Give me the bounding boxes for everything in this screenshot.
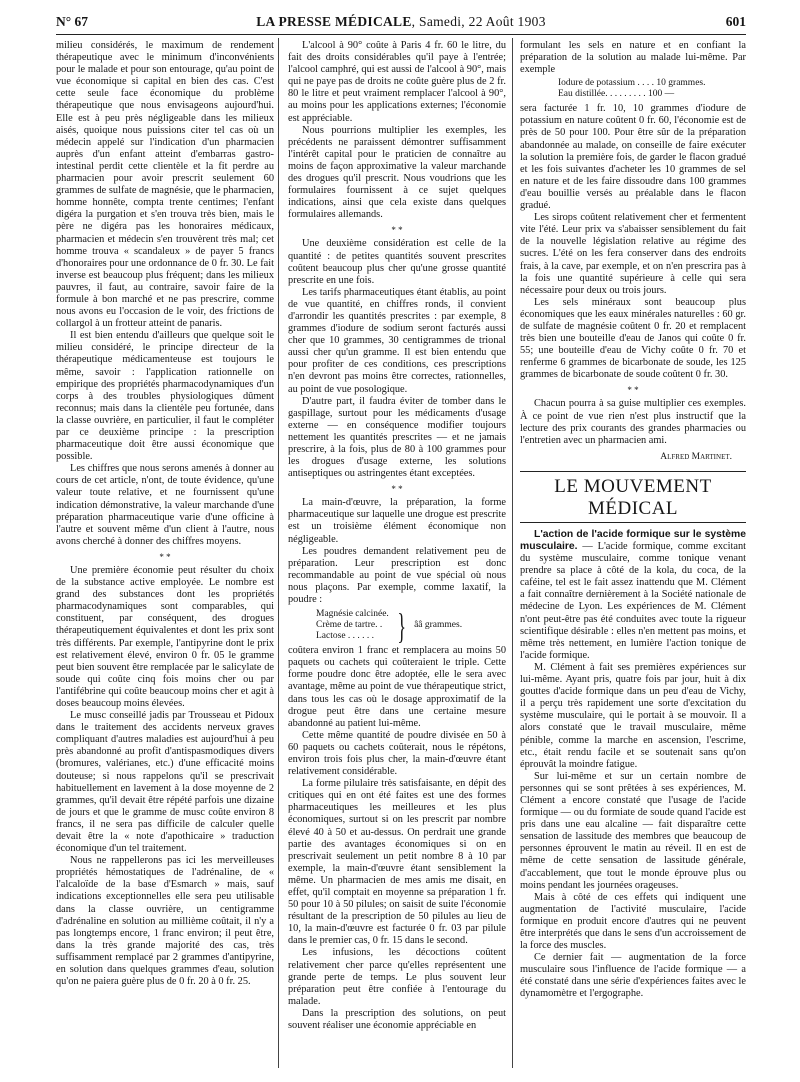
paragraph: Une deuxième considération est celle de la quantité : de petites quantités souvent prescrites coûtent beaucoup plus cher qu'une grosse quantité prescrite en une fois.: [288, 238, 506, 286]
column-divider-1: [278, 38, 279, 1068]
section-separator: * *: [159, 551, 171, 562]
paragraph: Chacun pourra à sa guise multiplier ces exemples. À ce point de vue rien n'est plus instructif que la lecture des prix courants des grandes pharmacies ou l'entretien avec un pharmacien ami.: [520, 398, 746, 446]
paragraph: milieu considérés, le maximum de rendement thérapeutique avec le minimum d'inconvénients pour le malade et pour son entourage, qu'au point de vue économique si capital en bien des cas. C'est cette seule face économique du problème thérapeutique que nous envisageons aujourd'hui. Elle est à peu près négligeable dans les milieux aisés, quoique nous puissions citer tel cas où un médecin appelé sur l'indication d'un pharmacien auprès d'un enfant atteint d'embarras gastro-intestinal perdit cette clientèle et la fit perdre au pharmacien pour avoir prescrit seulement 60 grammes de sulfate de magnésie, que le pharmacien, homme honnête, compta trente centimes; l'enfant digéra la purgation et s'en trouva très bien, mais le père ne digéra pas les honoraires médicaux, pharmacien et médecin s'en trouvèrent très mal; cet homme trouva « scandaleux » de payer 5 francs d'honoraires pour une ordonnance de 0 fr. 30. Le fait inverse est beaucoup plus fréquent; dans les milieux pauvres, il faut, au contraire, savoir faire de la formule à bon marché et ne pas prescrire, comme nous avons eu l'occasion de le voir, des frictions de collargol à un frotteur atteint de panaris.: [56, 40, 274, 330]
author-signature: Alfred Martinet.: [660, 451, 732, 462]
formula-item: Magnésie calcinée.: [316, 609, 389, 620]
formula-brace: }: [397, 605, 406, 646]
paragraph: La main-d'œuvre, la préparation, la forme pharmaceutique sur laquelle une drogue est prescrite est un troisième élément économique non négligeable.: [288, 497, 506, 545]
paragraph: Les sels minéraux sont beaucoup plus économiques que les eaux minérales naturelles : 60 gr. de sulfate de magnésie coûtent 0 fr. 20 et remplacent très bien une bouteille d'eau de Janos qui coûte 0 fr. 55; une bouteille d'eau de Vichy coûte 0 fr. 70 et renferme 6 grammes de bicarbonate de soude, les 125 grammes de bicarbonate de soude coûtent 0 fr. 30.: [520, 296, 746, 381]
column-1: [56, 40, 274, 1068]
recipe-line: Iodure de potassium . . . . 10 grammes.: [558, 78, 706, 89]
running-header: [56, 12, 746, 32]
section-separator: * *: [391, 225, 403, 236]
header-rule: [56, 34, 746, 35]
paragraph: coûtera environ 1 franc et remplacera au moins 50 paquets ou cachets qui coûteraient le triple. Cette forme poudre donc être adoptée, elle le sera avec avantage, même au point de vue thérapeutique strict, dans tous les cas où le dosage approximatif de la drogue peut être dans une certaine mesure abandonné au patient lui-même.: [288, 645, 506, 729]
paragraph: M. Clément à fait ses premières expériences sur lui-même. Ayant pris, quatre fois par jour, huit à dix gouttes d'acide formique dans un peu d'eau de Vichy, il a perçu très rapidement une sorte d'excitation du système musculaire, qui le portait à se mouvoir. Il a alors constaté que le travail musculaire, même pénible, comme la marche en ascension, l'escrime, etc., était rendu facile et se soutenait sans qu'on éprouvât la moindre fatigue.: [520, 661, 746, 770]
paragraph: Les infusions, les décoctions coûtent relativement cher parce qu'elles représentent une grande perte de temps. Le plus souvent leur préparation peut être confiée à l'entourage du malade.: [288, 947, 506, 1007]
paragraph: La forme pilulaire très satisfaisante, en dépit des critiques qui en ont été faites est une des formes pharmaceutiques les meilleures et les plus économiques, surtout si on les prescrit par nombre élevé 40 à 50 et au-dessus. On perdrait une grande partie des avantages économiques si on en prescrivait seulement un petit nombre 8 à 10 par exemple, la main-d'œuvre étant sensiblement la même. Un pharmacien de mes amis me disait, en effet, qu'il comptait en moyenne sa préparation 1 fr. 50 pour 10 à 50 pilules; on saisit de suite l'économie résultant de la prescription de 50 pilules au lieu de 10, la main-d'œuvre est facturée 0 fr. 03 par pilule dans le premier cas, 0 fr. 15 dans le second.: [288, 778, 506, 947]
journal-title: LA PRESSE MÉDICALE: [256, 14, 412, 29]
page-number: 601: [725, 14, 746, 29]
paragraph: Il est bien entendu d'ailleurs que quelque soit le milieu considéré, le principe directeur de la thérapeutique médicamenteuse est toujours le même, savoir : l'application rationnelle on empirique des propriétés pharmacodynamiques d'un corps à des troubles physiologiques dûment reconnus; mais dans la clientèle peu fortunée, dans la classe ouvrière, en particulier, il faut le compléter par ce deuxième principe : la prescription pharmaceutique doit être aussi économique que possible.: [56, 330, 274, 463]
article-paragraph: [520, 529, 746, 662]
paragraph: Sur lui-même et sur un certain nombre de personnes qui se sont prêtées à ses expériences, M. Clément a encore constaté que l'usage de l'acide formique — ou du formiate de soude quand l'acide est pris dans une eau alcaline — fait disparaître cette sensation de lassitude des membres que beaucoup de personnes éprouvent le matin au réveil. Il en est de même de cette sensation de lassitude générale, d'accablement, que tout le monde éprouve plus ou moins pendant les journées orageuses.: [520, 770, 746, 891]
journal-masthead: [56, 14, 746, 30]
formula-dose: ââ grammes.: [414, 620, 463, 631]
paragraph: sera facturée 1 fr. 10, 10 grammes d'iodure de potassium en nature coûtent 0 fr. 60, l'économie est de près de 50 pour 100. Pour être sûr de la préparation abandonnée au malade, on conseille de faire exécuter la solution la première fois, de garder le flacon gradué et les fois suivantes d'acheter les 10 grammes de sel en nature et de les faire dissoudre dans 100 grammes d'eau bouillie versés au préalable dans le flacon gradué.: [520, 103, 746, 212]
paragraph: L'alcool à 90° coûte à Paris 4 fr. 60 le litre, du fait des droits considérables qu'il paye à l'entrée; l'alcool camphré, qui est aussi de l'alcool à 90°, mais qui ne paye pas de droits ne coûte guère plus de 2 fr. 80 le litre et peut vraiment remplacer l'alcool à 90°, au moins pour les applications externes; l'économie est appréciable.: [288, 40, 506, 124]
column-divider-2: [512, 38, 513, 1068]
paragraph: Les sirops coûtent relativement cher et fermentent vite l'été. Leur prix va s'abaisser sensiblement du fait de la nouvelle législation relative au régime des sucres. L'été on les fera conserver dans des endroits frais, à la cave, par exemple, et on n'en prescrira pas à la fois une quantité supérieure à celle qui sera nécessaire pour deux ou trois jours.: [520, 212, 746, 296]
column-3: [520, 40, 746, 1068]
recipe: [558, 78, 746, 100]
paragraph: Le musc conseillé jadis par Trousseau et Pidoux dans le traitement des accidents nerveux graves compliquant d'autres maladies est aujourd'hui à peu près abandonné au profit d'antispasmodiques divers (bromures, valérianes, etc.) d'une efficacité moins douteuse; si nous rappelons qu'il se prescrivait habituellement en lavement à la dose moyenne de 2 grammes, qu'il devait être répété parfois une dizaine de jours et que le gramme de musc coûte environ 8 francs, il ne sera pas difficile de calculer quelle devait être la « note d'apothicaire » traduction économique d'un tel traitement.: [56, 710, 274, 855]
paragraph: Mais à côté de ces effets qui indiquent une augmentation de l'activité musculaire, l'acide formique en produit encore d'autres qui ne peuvent être interprétés que dans le sens d'un accroissement de la force des muscles.: [520, 891, 746, 952]
formula-item: Crème de tartre. .: [316, 620, 383, 631]
formula-item: Lactose . . . . . .: [316, 631, 375, 642]
section-separator: * *: [391, 484, 403, 495]
section-title: LE MOUVEMENT MÉDICAL: [520, 471, 746, 523]
paragraph: Nous pourrions multiplier les exemples, les précédents ne paraissent démontrer suffisamment l'intérêt capital pour le praticien de connaître au moins de façon approximative la valeur marchande des drogues qu'il prescrit. Nous voudrions que les formulaires fournissent à ce sujet quelques indications, ainsi que cela existe dans quelques formulaires allemands.: [288, 124, 506, 221]
paragraph: formulant les sels en nature et en confiant la préparation de la solution au malade lui-même. Par exemple: [520, 40, 746, 76]
issue-number: N° 67: [56, 14, 89, 29]
article-title: L'action de l'acide formique sur le système musculaire.: [520, 528, 746, 552]
paragraph: Une première économie peut résulter du choix de la substance active employée. Le nombre est grand des substances dont les propriétés pharmacodynamiques sont comparables, qui constituent, par conséquent, des drogues thérapeutiquement équivalentes et dont les prix sont très différents. Par exemple, l'antipyrine dont le prix est relativement élevé, environ 0 fr. 05 le gramme peut bien souvent être remplacée par le salicylate de soude qui coûte cinq fois moins cher ou par l'antifébrine qui coûte beaucoup moins cher et agit à doses beaucoup moins élevées.: [56, 564, 274, 709]
paragraph: Les poudres demandent relativement peu de préparation. Leur prescription est donc recommandable au point de vue spécial où nous nous plaçons. Par exemple, comme laxatif, la poudre :: [288, 545, 506, 606]
formula-items: [316, 609, 389, 642]
paragraph: Les chiffres que nous serons amenés à donner au cours de cet article, n'ont, de toute évidence, qu'une valeur toute relative, et ne fournissent qu'une indication démonstrative, la valeur marchande d'une préparation pharmaceutique varie d'une officine à l'autre et souvent même d'un client à l'autre, nous avons cherché à donner des chiffres moyens.: [56, 463, 274, 547]
paragraph: Nous ne rappellerons pas ici les merveilleuses propriétés hémostatiques de l'adrénaline, de « l'alcaloïde de la base d'Esmarch » mais, sauf indications exceptionnelles elle sera peu utilisable dans la classe ouvrière, un centigramme d'adrénaline en solution au millième coûtait, il n'y a pas longtemps encore, 1 franc environ; il peut être, dans la très grande majorité des cas, très suffisamment remplacé par 2 grammes d'antipyrine, en solution dans quelques grammes d'eau, solution qu'on ne paiera guère plus de 0 fr. 20 à 0 fr. 25.: [56, 855, 274, 988]
prescription-formula: [316, 605, 506, 646]
paragraph: D'autre part, il faudra éviter de tomber dans le gaspillage, surtout pour les médicaments d'usage externe — en conséquence modifier toujours nettement les quantités prescrites — et ne jamais prescrire, à la fois, plus de 80 à 100 grammes pour les drogues d'usage externe, les solutions antiseptiques ou astringentes étant exceptées.: [288, 395, 506, 480]
paragraph: Cette même quantité de poudre divisée en 50 à 60 paquets ou cachets coûterait, nous le répétons, environ trois fois plus cher, la main-d'œuvre étant relativement considérable.: [288, 729, 506, 778]
paragraph: Les tarifs pharmaceutiques étant établis, au point de vue quantité, en chiffres ronds, il convient d'arrondir les quantités prescrites : par exemple, 8 grammes d'iodure de sodium seront facturés aussi cher que 10 grammes, 30 centigrammes de trional aussi cher qu'un gramme. Il est bien entendu que pour profiter de ces conditions, ces prescriptions n'en devront pas moins être correctes, rationnelles, au point de vue posologique.: [288, 286, 506, 395]
article-lead: — L'acide formique, comme excitant du système musculaire, comme tonique venant prendre sa place à côté de la kola, du coca, de la caféine, tel est le fait assez inattendu que M. Clément a fait connaître dernièrement à la Société nationale de médecine de Lyon. Les expériences de M. Clément n'ont peut-être pas été conduites avec toute la rigueur scientifique désirable : elles n'en mettent pas moins, et même très nettement, en lumière l'action tonique de l'acide formique.: [520, 541, 746, 661]
issue-date: , Samedi, 22 Août 1903: [411, 14, 546, 29]
recipe-line: Eau distillée. . . . . . . . . 100 —: [558, 89, 675, 100]
paragraph: Dans la prescription des solutions, on peut souvent réaliser une économie appréciable en: [288, 1007, 506, 1032]
paragraph: Ce dernier fait — augmentation de la force musculaire sous l'influence de l'acide formique — a été constaté dans une série d'expériences faites avec le dynamomètre et l'ergographe.: [520, 952, 746, 1000]
section-separator: * *: [627, 385, 639, 396]
column-2: [288, 40, 506, 1068]
